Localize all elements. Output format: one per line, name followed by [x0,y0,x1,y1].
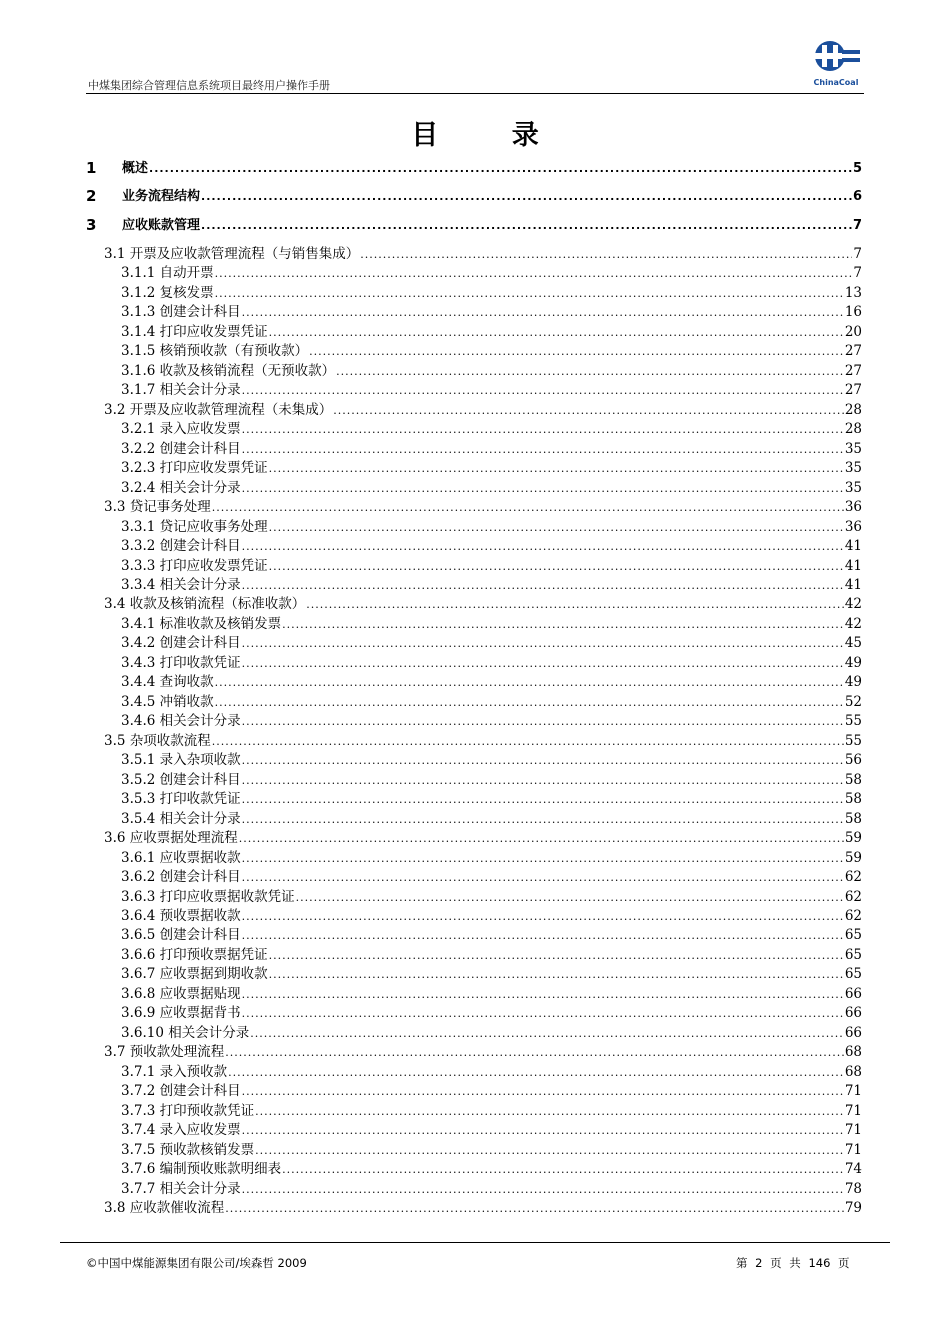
toc-entry-label: 3.2.2 创建会计科目 [121,440,241,457]
toc-dot-leader [242,420,844,439]
toc-entry-level3[interactable] [121,381,862,400]
toc-dot-leader [242,654,844,673]
toc-entry-level3[interactable] [121,342,862,361]
toc-dot-leader [225,1043,844,1062]
toc-entry-level2[interactable] [104,1043,862,1062]
toc-entry-label: 3.5.4 相关会计分录 [121,810,241,827]
toc-entry-level3[interactable] [121,926,862,945]
toc-entry-page: 66 [844,985,862,1002]
toc-entry-page: 27 [844,362,862,379]
toc-entry-label: 3.7.7 相关会计分录 [121,1180,241,1197]
toc-entry-label: 3.3.2 创建会计科目 [121,538,241,555]
toc-entry-level2[interactable] [104,498,862,517]
toc-dot-leader [306,595,844,614]
toc-entry-label: 3.4.2 创建会计科目 [121,635,241,652]
toc-dot-leader [212,732,844,751]
toc-dot-leader [215,284,844,303]
toc-entry-level3[interactable] [121,946,862,965]
toc-entry-number: 3 [86,216,97,234]
toc-entry-level3[interactable] [121,965,862,984]
toc-dot-leader [269,518,844,537]
toc-entry-page: 56 [844,752,862,769]
toc-entry-label: 3.1.2 复核发票 [121,284,214,301]
toc-dot-leader [250,1024,844,1043]
toc-entry-label: 3.4.4 查询收款 [121,674,214,691]
toc-entry-page: 41 [844,538,862,555]
toc-dot-leader [242,1121,844,1140]
toc-entry-level2[interactable] [104,595,862,614]
toc-entry-label: 3.7.1 录入预收款 [121,1063,228,1080]
toc-entry-page: 27 [844,382,862,399]
toc-entry-page: 16 [844,304,862,321]
toc-entry-label: 3.3.3 打印应收发票凭证 [121,557,268,574]
toc-entry-label: 3.6.4 预收票据收款 [121,907,241,924]
toc-entry-level3[interactable] [121,537,862,556]
toc-dot-leader [282,1160,844,1179]
toc-entry-level2[interactable] [104,401,862,420]
toc-dot-leader [215,264,853,283]
toc-entry-level3[interactable] [121,479,862,498]
footer-page-number: 第 2 页 共 146 页 [736,1256,850,1270]
toc-entry-level3[interactable] [121,751,862,770]
toc-entry-page: 65 [844,946,862,963]
toc-entry-label: 3.5.1 录入杂项收款 [121,752,241,769]
toc-entry-page: 41 [844,576,862,593]
toc-entry-level3[interactable] [121,420,862,439]
toc-entry-level3[interactable] [121,303,862,322]
toc-dot-leader [242,926,844,945]
toc-dot-leader [242,810,844,829]
toc-dot-leader [333,401,844,420]
toc-entry-page: 71 [844,1122,862,1139]
toc-entry-page: 62 [844,907,862,924]
toc-dot-leader [242,868,844,887]
toc-entry-page: 71 [844,1083,862,1100]
toc-entry-label: 3.6.1 应收票据收款 [121,849,241,866]
toc-entry-page: 35 [844,460,862,477]
toc-entry-level3[interactable] [121,362,862,381]
toc-entry-page: 62 [844,888,862,905]
toc-dot-leader [215,673,844,692]
toc-dot-leader [269,946,844,965]
toc-entry-level3[interactable] [121,518,862,537]
toc-entry-page: 66 [844,1024,862,1041]
toc-dot-leader [201,216,852,235]
footer-copyright: ©中国中煤能源集团有限公司/埃森哲 2009 [86,1256,307,1270]
toc-title: 目 录 [411,120,571,151]
toc-dot-leader [242,712,844,731]
toc-entry-page: 28 [844,421,862,438]
toc-entry-label: 3.1.3 创建会计科目 [121,304,241,321]
toc-entry-label: 3.1.7 相关会计分录 [121,382,241,399]
toc-dot-leader [242,1004,844,1023]
toc-entry-label: 3.3.1 贷记应收事务处理 [121,518,268,535]
toc-entry-label: 3.3.4 相关会计分录 [121,576,241,593]
toc-entry-level2[interactable] [104,245,862,264]
toc-dot-leader [242,440,844,459]
toc-entry-page: 20 [844,323,862,340]
toc-entry-page: 68 [844,1044,862,1061]
toc-entry-label: 3.6.7 应收票据到期收款 [121,966,268,983]
toc-entry-level3[interactable] [121,1082,862,1101]
toc-entry-page: 71 [844,1141,862,1158]
toc-entry-label: 3.1.1 自动开票 [121,265,214,282]
toc-entry-label: 3.4.6 相关会计分录 [121,713,241,730]
toc-entry-level3[interactable] [121,693,862,712]
toc-dot-leader [242,771,844,790]
toc-entry-page: 66 [844,1005,862,1022]
toc-dot-leader [242,1082,844,1101]
toc-entry-level3[interactable] [121,459,862,478]
toc-entry-page: 36 [844,518,862,535]
toc-entry-label: 3.2.3 打印应收发票凭证 [121,460,268,477]
toc-entry-label: 3.7.4 录入应收发票 [121,1122,241,1139]
toc-dot-leader [242,1180,844,1199]
toc-entry-page: 36 [844,499,862,516]
toc-entry-page: 52 [844,693,862,710]
toc-entry-page: 68 [844,1063,862,1080]
toc-dot-leader [242,381,844,400]
toc-entry-label: 3.1 开票及应收款管理流程（与销售集成） [104,246,360,262]
toc-entry-level3[interactable] [121,849,862,868]
toc-dot-leader [215,693,844,712]
toc-entry-level3[interactable] [121,790,862,809]
toc-entry-level3[interactable] [121,1063,862,1082]
toc-entry-label: 3.7.6 编制预收账款明细表 [121,1161,282,1178]
toc-entry-level3[interactable] [121,907,862,926]
toc-entry-label: 3.8 应收款催收流程 [104,1200,225,1217]
toc-dot-leader [149,159,852,178]
toc-entry-page: 7 [853,246,862,262]
toc-dot-leader [309,342,844,361]
toc-entry-page: 7 [853,265,862,282]
toc-entry-level3[interactable] [121,284,862,303]
toc-dot-leader [201,187,852,206]
toc-entry-level2[interactable] [104,829,862,848]
toc-dot-leader [360,245,852,264]
toc-entry-label: 3.4 收款及核销流程（标准收款） [104,596,306,613]
toc-dot-leader [212,498,844,517]
toc-entry-level3[interactable] [121,264,862,283]
toc-entry-label: 3.5.2 创建会计科目 [121,771,241,788]
toc-dot-leader [255,1102,844,1121]
toc-entry-page: 62 [844,869,862,886]
toc-entry-level2[interactable] [104,1199,862,1218]
toc-entry-level3[interactable] [121,985,862,1004]
toc-entry-page: 58 [844,771,862,788]
toc-entry-level3[interactable] [121,1160,862,1179]
toc-entry-label: 3.6.2 创建会计科目 [121,869,241,886]
toc-entry-page: 55 [844,732,862,749]
toc-entry-level3[interactable] [121,1141,862,1160]
toc-entry-level1[interactable] [86,159,862,178]
toc-entry-level3[interactable] [121,1004,862,1023]
toc-entry-level2[interactable] [104,732,862,751]
toc-entry-level3[interactable] [121,712,862,731]
toc-dot-leader [242,576,844,595]
toc-entry-label: 3.6.10 相关会计分录 [121,1024,250,1041]
toc-entry-page: 42 [844,615,862,632]
toc-dot-leader [242,790,844,809]
toc-entry-label: 概述 [122,161,149,176]
toc-entry-page: 6 [852,189,862,204]
toc-entry-level3[interactable] [121,557,862,576]
toc-entry-label: 3.2 开票及应收款管理流程（未集成） [104,401,333,418]
toc-entry-level3[interactable] [121,810,862,829]
toc-entry-level3[interactable] [121,440,862,459]
toc-entry-page: 74 [844,1161,862,1178]
toc-entry-level3[interactable] [121,1102,862,1121]
toc-entry-label: 3.6.3 打印应收票据收款凭证 [121,888,295,905]
toc-entry-level3[interactable] [121,615,862,634]
toc-dot-leader [336,362,844,381]
toc-entry-level3[interactable] [121,1121,862,1140]
toc-entry-page: 35 [844,479,862,496]
header-rule [86,93,864,94]
toc-entry-page: 65 [844,966,862,983]
toc-dot-leader [269,557,844,576]
toc-entry-page: 59 [844,849,862,866]
logo-text: ChinaCoal [813,78,859,87]
toc-dot-leader [242,303,844,322]
footer-rule [60,1242,890,1243]
toc-entry-page: 55 [844,713,862,730]
toc-dot-leader [255,1141,844,1160]
toc-entry-level3[interactable] [121,654,862,673]
toc-entry-page: 13 [844,284,862,301]
toc-entry-label: 3.7.3 打印预收款凭证 [121,1102,255,1119]
toc-entry-level3[interactable] [121,323,862,342]
toc-entry-page: 49 [844,674,862,691]
toc-entry-page: 78 [844,1180,862,1197]
toc-dot-leader [269,965,844,984]
header-title: 中煤集团综合管理信息系统项目最终用户操作手册 [88,79,330,92]
toc-entry-level3[interactable] [121,1024,862,1043]
toc-entry-level3[interactable] [121,576,862,595]
toc-entry-level3[interactable] [121,673,862,692]
toc-dot-leader [269,459,844,478]
toc-entry-label: 3.3 贷记事务处理 [104,499,211,516]
toc-entry-page: 79 [844,1200,862,1217]
toc-dot-leader [282,615,844,634]
toc-entry-label: 3.4.5 冲销收款 [121,693,214,710]
toc-dot-leader [225,1199,844,1218]
toc-entry-label: 业务流程结构 [122,189,201,204]
toc-dot-leader [242,479,844,498]
toc-dot-leader [242,634,844,653]
toc-entry-page: 65 [844,927,862,944]
toc-entry-label: 3.5.3 打印收款凭证 [121,791,241,808]
toc-entry-label: 3.5 杂项收款流程 [104,732,211,749]
toc-entry-number: 1 [86,159,97,177]
toc-dot-leader [296,888,844,907]
toc-entry-label: 3.6.9 应收票据背书 [121,1005,241,1022]
toc-entry-label: 3.7 预收款处理流程 [104,1044,225,1061]
toc-entry-label: 3.6 应收票据处理流程 [104,830,238,847]
toc-entry-number: 2 [86,187,97,205]
toc-dot-leader [242,907,844,926]
toc-entry-label: 3.1.5 核销预收款（有预收款） [121,343,309,360]
toc-entry-level1[interactable] [86,187,862,206]
toc-dot-leader [242,985,844,1004]
toc-entry-label: 3.6.6 打印预收票据凭证 [121,946,268,963]
toc-entry-page: 49 [844,654,862,671]
toc-entry-level3[interactable] [121,634,862,653]
toc-dot-leader [239,829,844,848]
toc-entry-label: 3.2.4 相关会计分录 [121,479,241,496]
toc-entry-page: 58 [844,810,862,827]
toc-dot-leader [242,849,844,868]
toc-entry-label: 3.1.6 收款及核销流程（无预收款） [121,362,336,379]
toc-entry-page: 59 [844,830,862,847]
toc-entry-page: 27 [844,343,862,360]
toc-entry-page: 28 [844,401,862,418]
toc-entry-page: 5 [852,161,862,176]
toc-dot-leader [242,751,844,770]
toc-dot-leader [269,323,844,342]
toc-entry-level3[interactable] [121,771,862,790]
toc-entry-label: 3.4.1 标准收款及核销发票 [121,615,282,632]
toc-entry-label: 3.7.2 创建会计科目 [121,1083,241,1100]
toc-dot-leader [242,537,844,556]
toc-entry-label: 3.6.8 应收票据贴现 [121,985,241,1002]
toc-entry-label: 应收账款管理 [122,218,201,233]
toc-entry-label: 3.4.3 打印收款凭证 [121,654,241,671]
toc-dot-leader [228,1063,844,1082]
toc-entry-page: 58 [844,791,862,808]
toc-entry-page: 71 [844,1102,862,1119]
toc-entry-level3[interactable] [121,888,862,907]
toc-entry-level3[interactable] [121,1180,862,1199]
toc-entry-page: 42 [844,596,862,613]
toc-entry-level1[interactable] [86,216,862,235]
toc-entry-label: 3.1.4 打印应收发票凭证 [121,323,268,340]
toc-entry-page: 7 [852,218,862,233]
toc-entry-label: 3.7.5 预收款核销发票 [121,1141,255,1158]
toc-entry-label: 3.2.1 录入应收发票 [121,421,241,438]
toc-entry-page: 45 [844,635,862,652]
toc-entry-page: 35 [844,440,862,457]
toc-entry-label: 3.6.5 创建会计科目 [121,927,241,944]
toc-entry-page: 41 [844,557,862,574]
toc-entry-level3[interactable] [121,868,862,887]
